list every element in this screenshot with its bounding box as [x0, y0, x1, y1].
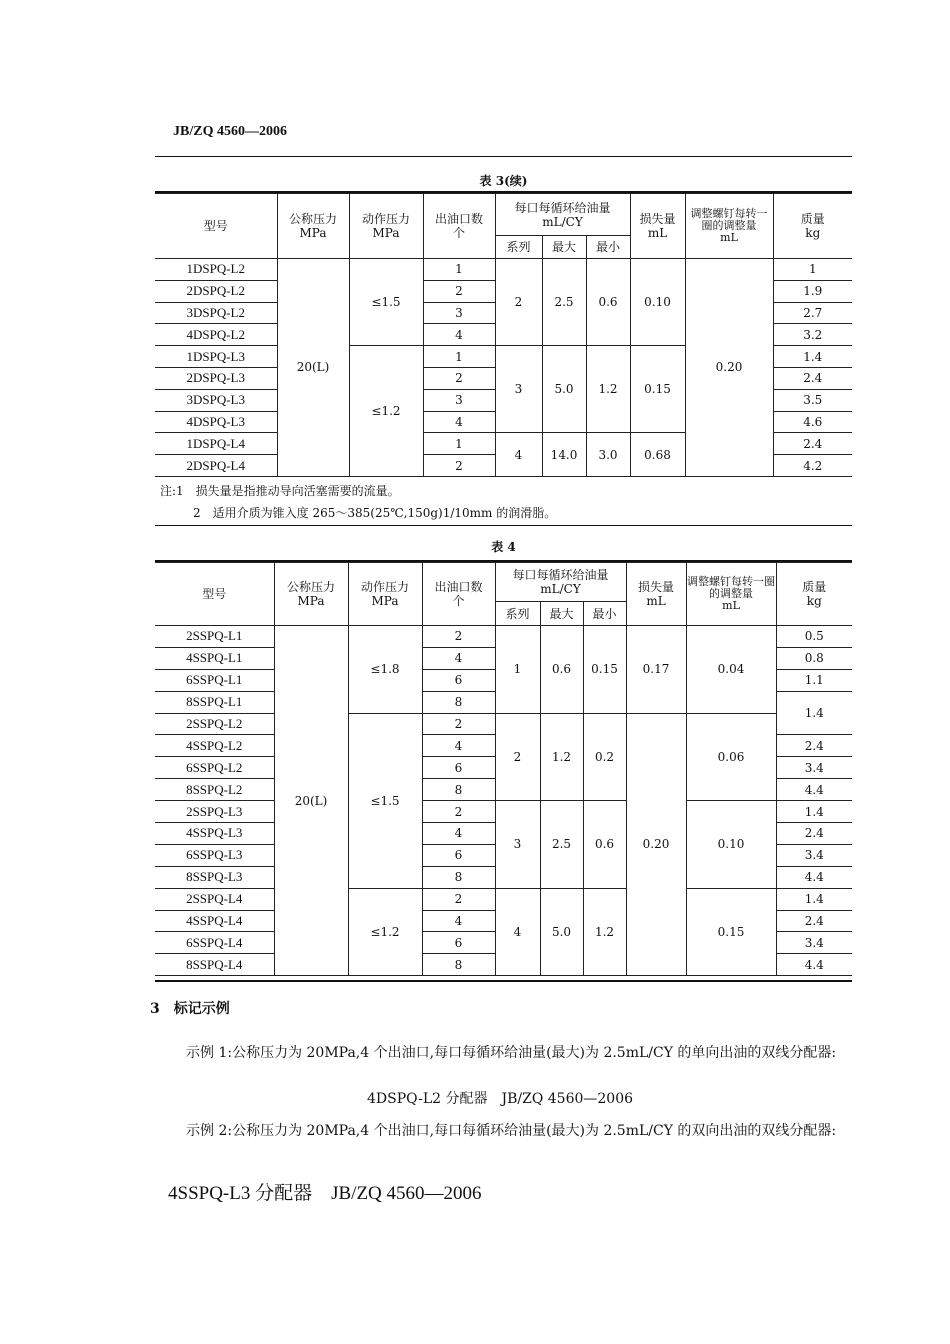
action-pressure-cell: ≤1.5 — [349, 259, 423, 346]
model-cell: 2DSPQ-L4 — [155, 455, 277, 477]
mass-cell: 2.4 — [773, 433, 852, 455]
mass-cell: 4.4 — [776, 779, 852, 801]
outlets-cell: 2 — [422, 713, 495, 735]
header-max: 最大 — [540, 602, 583, 626]
model-cell: 2SSPQ-L4 — [155, 888, 274, 910]
table-row — [155, 713, 852, 735]
model-cell: 8SSPQ-L3 — [155, 866, 274, 888]
series-cell: 3 — [495, 801, 540, 889]
series-cell: 2 — [495, 259, 542, 346]
header-loss: 损失量 mL — [630, 194, 685, 259]
outlets-cell: 1 — [423, 259, 495, 281]
outlets-cell: 4 — [422, 823, 495, 845]
example-2-mark: 4SSPQ-L3 分配器 JB/ZQ 4560—2006 — [168, 1183, 482, 1204]
header-oil-feed: 每口每循环给油量 mL/CY — [495, 194, 630, 236]
header-outlets: 出油口数 个 — [422, 563, 495, 626]
mass-cell: 1.9 — [773, 280, 852, 302]
example-1-text: 示例 1:公称压力为 20MPa,4 个出油口,每口每循环给油量(最大)为 2.5mL/CY 的单向出油的双线分配器: — [186, 1045, 837, 1061]
mass-cell: 3.2 — [773, 324, 852, 346]
outlets-cell: 4 — [422, 910, 495, 932]
mass-cell: 2.4 — [776, 910, 852, 932]
max-cell: 1.2 — [540, 713, 583, 801]
header-adjust: 调整螺钉每转一圈的调整量 mL — [685, 194, 773, 259]
adjust-cell: 0.15 — [686, 888, 776, 976]
loss-cell: 0.10 — [630, 259, 685, 346]
mass-cell: 0.8 — [776, 647, 852, 669]
header-rule — [155, 156, 852, 157]
mass-cell: 0.5 — [776, 626, 852, 648]
model-cell: 1DSPQ-L2 — [155, 259, 277, 281]
outlets-cell: 2 — [423, 280, 495, 302]
outlets-cell: 8 — [422, 691, 495, 713]
max-cell: 2.5 — [540, 801, 583, 889]
action-pressure-cell: ≤1.5 — [348, 713, 422, 888]
outlets-cell: 6 — [422, 669, 495, 691]
loss-cell: 0.68 — [630, 433, 685, 477]
section-title: 3 标记示例 — [150, 1001, 230, 1017]
loss-cell: 0.15 — [630, 346, 685, 433]
header-loss: 损失量 mL — [626, 563, 686, 626]
series-cell: 2 — [495, 713, 540, 801]
series-cell: 4 — [495, 433, 542, 477]
outlets-cell: 1 — [423, 346, 495, 368]
mass-cell: 3.4 — [776, 844, 852, 866]
note-1: 注:1 损失量是指推动导向活塞需要的流量。 — [160, 484, 400, 498]
mass-cell: 4.6 — [773, 411, 852, 433]
model-cell: 2SSPQ-L2 — [155, 713, 274, 735]
table3-caption: 表 3(续) — [479, 174, 528, 188]
adjust-cell: 0.10 — [686, 801, 776, 889]
loss-cell: 0.20 — [626, 713, 686, 976]
min-cell: 0.2 — [583, 713, 626, 801]
outlets-cell: 4 — [422, 647, 495, 669]
table-row — [155, 888, 852, 910]
min-cell: 3.0 — [586, 433, 630, 477]
adjust-cell: 0.04 — [686, 626, 776, 714]
min-cell: 0.15 — [583, 626, 626, 714]
mass-cell: 2.7 — [773, 302, 852, 324]
table-row — [155, 259, 852, 281]
model-cell: 1DSPQ-L3 — [155, 346, 277, 368]
max-cell: 5.0 — [540, 888, 583, 976]
mass-cell: 3.5 — [773, 389, 852, 411]
model-cell: 4SSPQ-L4 — [155, 910, 274, 932]
outlets-cell: 8 — [422, 866, 495, 888]
table4-upper-rule — [155, 525, 852, 526]
model-cell: 4DSPQ-L3 — [155, 411, 277, 433]
model-cell: 8SSPQ-L4 — [155, 954, 274, 976]
mass-cell: 2.4 — [776, 823, 852, 845]
outlets-cell: 3 — [423, 389, 495, 411]
outlets-cell: 6 — [422, 757, 495, 779]
table-row — [155, 626, 852, 648]
model-cell: 6SSPQ-L1 — [155, 669, 274, 691]
outlets-cell: 2 — [422, 626, 495, 648]
table4-caption: 表 4 — [491, 540, 516, 554]
example-2-text: 示例 2:公称压力为 20MPa,4 个出油口,每口每循环给油量(最大)为 2.5mL/CY 的双向出油的双线分配器: — [186, 1123, 837, 1139]
series-cell: 1 — [495, 626, 540, 714]
mass-cell: 4.2 — [773, 455, 852, 477]
action-pressure-cell: ≤1.8 — [348, 626, 422, 714]
outlets-cell: 8 — [422, 779, 495, 801]
standard-number: JB/ZQ 4560—2006 — [173, 124, 287, 139]
adjust-cell: 0.20 — [685, 259, 773, 477]
outlets-cell: 6 — [422, 844, 495, 866]
outlets-cell: 4 — [423, 324, 495, 346]
min-cell: 0.6 — [586, 259, 630, 346]
header-min: 最小 — [583, 602, 626, 626]
header-adjust: 调整螺钉每转一圈的调整量 mL — [686, 563, 776, 626]
header-min: 最小 — [586, 236, 630, 259]
outlets-cell: 6 — [422, 932, 495, 954]
model-cell: 1DSPQ-L4 — [155, 433, 277, 455]
min-cell: 1.2 — [586, 346, 630, 433]
mass-cell: 2.4 — [773, 367, 852, 389]
loss-cell: 0.17 — [626, 626, 686, 714]
nominal-pressure-cell: 20(L) — [274, 626, 348, 976]
action-pressure-cell: ≤1.2 — [348, 888, 422, 976]
mass-cell: 3.4 — [776, 757, 852, 779]
action-pressure-cell: ≤1.2 — [349, 346, 423, 477]
header-nominal-pressure: 公称压力 MPa — [277, 194, 349, 259]
mass-cell: 1.4 — [776, 691, 852, 735]
mass-cell: 1.4 — [776, 888, 852, 910]
header-series: 系列 — [495, 602, 540, 626]
model-cell: 8SSPQ-L1 — [155, 691, 274, 713]
outlets-cell: 1 — [423, 433, 495, 455]
model-cell: 2DSPQ-L3 — [155, 367, 277, 389]
series-cell: 3 — [495, 346, 542, 433]
model-cell: 4SSPQ-L3 — [155, 823, 274, 845]
outlets-cell: 4 — [423, 411, 495, 433]
mass-cell: 4.4 — [776, 866, 852, 888]
series-cell: 4 — [495, 888, 540, 976]
note-2: 2 适用介质为锥入度 265～385(25℃,150g)1/10mm 的润滑脂。 — [193, 506, 557, 520]
header-mass: 质量 kg — [776, 563, 852, 626]
model-cell: 4DSPQ-L2 — [155, 324, 277, 346]
header-model: 型号 — [155, 563, 274, 626]
header-action-pressure: 动作压力 MPa — [349, 194, 423, 259]
max-cell: 14.0 — [542, 433, 586, 477]
header-oil-feed: 每口每循环给油量 mL/CY — [495, 563, 626, 602]
outlets-cell: 2 — [422, 801, 495, 823]
example-1-mark: 4DSPQ-L2 分配器 JB/ZQ 4560—2006 — [366, 1091, 634, 1107]
outlets-cell: 2 — [423, 367, 495, 389]
table-row — [155, 801, 852, 823]
model-cell: 4SSPQ-L2 — [155, 735, 274, 757]
model-cell: 2SSPQ-L1 — [155, 626, 274, 648]
model-cell: 3DSPQ-L3 — [155, 389, 277, 411]
header-series: 系列 — [495, 236, 542, 259]
header-nominal-pressure: 公称压力 MPa — [274, 563, 348, 626]
table4-bottom-rule — [155, 980, 852, 982]
model-cell: 6SSPQ-L2 — [155, 757, 274, 779]
header-outlets: 出油口数 个 — [423, 194, 495, 259]
outlets-cell: 4 — [422, 735, 495, 757]
mass-cell: 1.1 — [776, 669, 852, 691]
nominal-pressure-cell: 20(L) — [277, 259, 349, 477]
outlets-cell: 2 — [423, 455, 495, 477]
header-action-pressure: 动作压力 MPa — [348, 563, 422, 626]
model-cell: 2SSPQ-L3 — [155, 801, 274, 823]
header-max: 最大 — [542, 236, 586, 259]
max-cell: 5.0 — [542, 346, 586, 433]
max-cell: 2.5 — [542, 259, 586, 346]
table3 — [155, 193, 852, 477]
table4 — [155, 562, 852, 976]
mass-cell: 1 — [773, 259, 852, 281]
mass-cell: 3.4 — [776, 932, 852, 954]
max-cell: 0.6 — [540, 626, 583, 714]
adjust-cell: 0.06 — [686, 713, 776, 801]
mass-cell: 1.4 — [773, 346, 852, 368]
model-cell: 8SSPQ-L2 — [155, 779, 274, 801]
mass-cell: 2.4 — [776, 735, 852, 757]
model-cell: 4SSPQ-L1 — [155, 647, 274, 669]
outlets-cell: 2 — [422, 888, 495, 910]
outlets-cell: 8 — [422, 954, 495, 976]
mass-cell: 4.4 — [776, 954, 852, 976]
min-cell: 1.2 — [583, 888, 626, 976]
model-cell: 2DSPQ-L2 — [155, 280, 277, 302]
header-mass: 质量 kg — [773, 194, 852, 259]
model-cell: 6SSPQ-L4 — [155, 932, 274, 954]
model-cell: 6SSPQ-L3 — [155, 844, 274, 866]
header-model: 型号 — [155, 194, 277, 259]
mass-cell: 1.4 — [776, 801, 852, 823]
model-cell: 3DSPQ-L2 — [155, 302, 277, 324]
outlets-cell: 3 — [423, 302, 495, 324]
min-cell: 0.6 — [583, 801, 626, 889]
